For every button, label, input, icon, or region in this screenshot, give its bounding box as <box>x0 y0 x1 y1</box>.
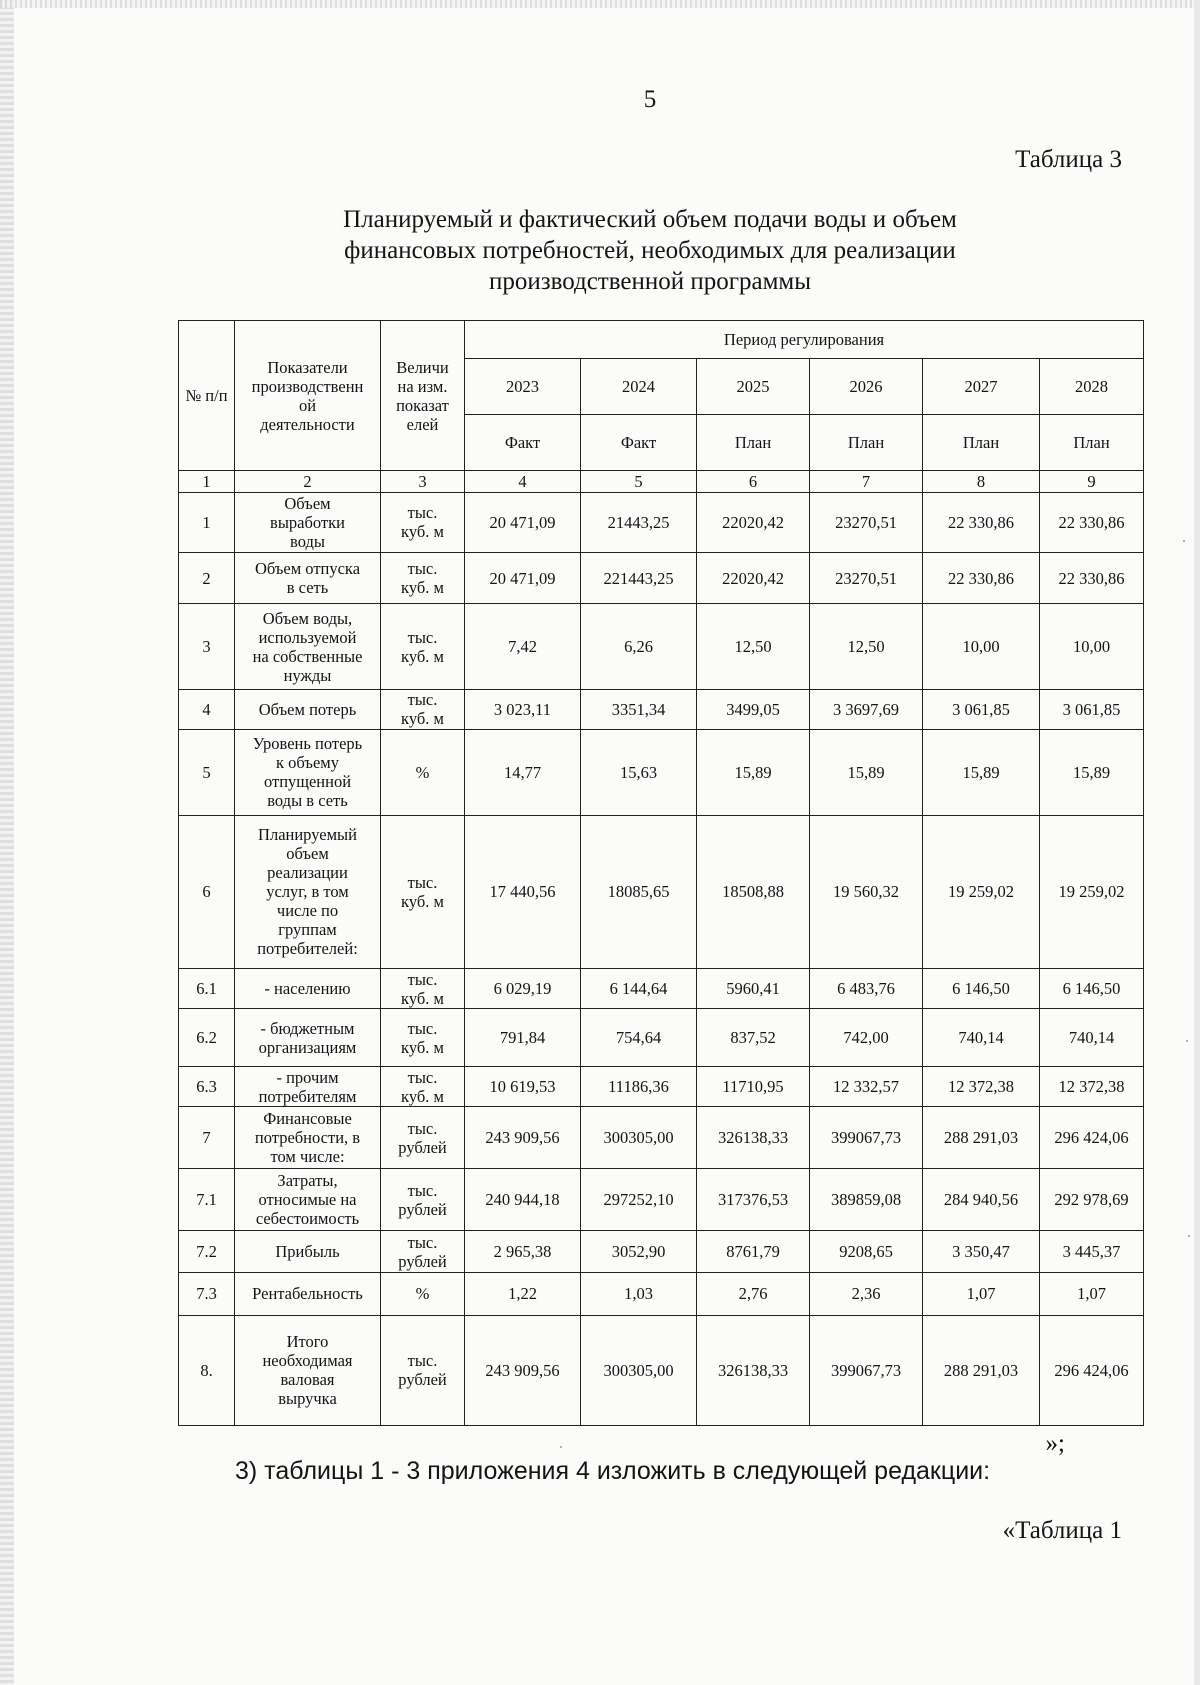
unit <box>381 1315 465 1425</box>
unit-line: тыс. <box>407 690 438 710</box>
indicator-name-line: на собственные <box>252 646 363 666</box>
closing-quote: »; <box>1045 1430 1065 1457</box>
value-cell: 754,64 <box>581 1009 697 1067</box>
value-cell: 19 259,02 <box>1040 815 1144 969</box>
unit-line: куб. м <box>401 1037 444 1057</box>
value-cell: 740,14 <box>1040 1009 1144 1067</box>
indicator-name-line: группам <box>278 920 337 940</box>
value-cell: 22020,42 <box>697 493 810 553</box>
unit <box>381 969 465 1009</box>
indicator-name-line: Прибыль <box>275 1242 340 1262</box>
indicator-name-line: Затраты, <box>277 1171 338 1191</box>
unit-line: % <box>415 1284 430 1304</box>
indicator-name <box>235 689 381 729</box>
indicator-name-line: объем <box>286 844 329 864</box>
indicator-name-line: валовая <box>280 1370 335 1390</box>
unit-line: тыс. <box>407 872 438 892</box>
header-kind: План <box>923 415 1040 471</box>
unit-line: тыс. <box>407 1118 438 1138</box>
unit-line: куб. м <box>401 891 444 911</box>
row-number: 1 <box>179 493 235 553</box>
title-line: финансовых потребностей, необходимых для реализации <box>344 237 956 264</box>
row-number: 7.3 <box>179 1273 235 1315</box>
header-kind: План <box>810 415 923 471</box>
value-cell: 1,07 <box>1040 1273 1144 1315</box>
indicator-name-line: к объему <box>276 753 339 773</box>
indicator-name-line: - прочим <box>276 1067 339 1087</box>
table-row <box>179 1067 1144 1107</box>
value-cell: 17 440,56 <box>465 815 581 969</box>
header-year: 2028 <box>1040 359 1144 415</box>
row-number: 7 <box>179 1107 235 1169</box>
header-indicator-line: Показатели <box>267 357 348 377</box>
column-number: 9 <box>1040 471 1144 493</box>
column-number: 2 <box>235 471 381 493</box>
unit-line: рублей <box>398 1251 447 1271</box>
value-cell: 837,52 <box>697 1009 810 1067</box>
header-year: 2026 <box>810 359 923 415</box>
row-number: 6 <box>179 815 235 969</box>
value-cell: 300305,00 <box>581 1315 697 1425</box>
indicator-name <box>235 1067 381 1107</box>
column-number: 3 <box>381 471 465 493</box>
scan-speck <box>1188 1235 1190 1237</box>
header-kind: План <box>697 415 810 471</box>
value-cell: 23270,51 <box>810 552 923 604</box>
unit <box>381 1169 465 1231</box>
scan-edge-right <box>1194 0 1200 1685</box>
indicator-name-line: используемой <box>258 627 357 647</box>
indicator-name-line: потребителям <box>258 1086 357 1106</box>
indicator-name-line: потребности, в <box>254 1128 361 1148</box>
value-cell: 288 291,03 <box>923 1107 1040 1169</box>
unit <box>381 815 465 969</box>
value-cell: 3499,05 <box>697 689 810 729</box>
row-number: 6.3 <box>179 1067 235 1107</box>
value-cell: 6,26 <box>581 604 697 690</box>
production-program-table <box>178 320 1144 1426</box>
value-cell: 22 330,86 <box>923 552 1040 604</box>
indicator-name-line: потребителей: <box>257 939 358 959</box>
value-cell: 3052,90 <box>581 1231 697 1273</box>
value-cell: 2,36 <box>810 1273 923 1315</box>
value-cell: 742,00 <box>810 1009 923 1067</box>
value-cell: 7,42 <box>465 604 581 690</box>
value-cell: 9208,65 <box>810 1231 923 1273</box>
value-cell: 12 332,57 <box>810 1067 923 1107</box>
value-cell: 326138,33 <box>697 1107 810 1169</box>
indicator-name-line: Рентабельность <box>252 1284 363 1304</box>
header-num: № п/п <box>179 321 235 471</box>
row-number: 4 <box>179 689 235 729</box>
table-row <box>179 1273 1144 1315</box>
value-cell: 3 445,37 <box>1040 1231 1144 1273</box>
value-cell: 10,00 <box>923 604 1040 690</box>
table-row <box>179 552 1144 604</box>
unit-line: тыс. <box>407 1018 438 1038</box>
value-cell: 22 330,86 <box>923 493 1040 553</box>
value-cell: 3 350,47 <box>923 1231 1040 1273</box>
header-indicator-line: ой <box>298 395 317 415</box>
value-cell: 6 146,50 <box>923 969 1040 1009</box>
header-unit-line: показат <box>396 395 449 415</box>
value-cell: 3 3697,69 <box>810 689 923 729</box>
row-number: 7.1 <box>179 1169 235 1231</box>
page-number: 5 <box>643 86 657 113</box>
value-cell: 18508,88 <box>697 815 810 969</box>
header-unit <box>381 321 465 471</box>
unit <box>381 552 465 604</box>
header-year: 2023 <box>465 359 581 415</box>
column-number: 7 <box>810 471 923 493</box>
value-cell: 326138,33 <box>697 1315 810 1425</box>
value-cell: 1,22 <box>465 1273 581 1315</box>
indicator-name-line: - бюджетным <box>260 1018 355 1038</box>
row-number: 3 <box>179 604 235 690</box>
indicator-name-line: Планируемый <box>258 825 357 845</box>
indicator-name-line: выработки <box>270 512 345 532</box>
indicator-name-line: услуг, в том <box>266 882 349 902</box>
indicator-name-line: воды <box>290 531 325 551</box>
value-cell: 21443,25 <box>581 493 697 553</box>
value-cell: 5960,41 <box>697 969 810 1009</box>
value-cell: 19 259,02 <box>923 815 1040 969</box>
unit <box>381 1009 465 1067</box>
unit <box>381 493 465 553</box>
value-cell: 10,00 <box>1040 604 1144 690</box>
value-cell: 22 330,86 <box>1040 552 1144 604</box>
value-cell: 3 061,85 <box>1040 689 1144 729</box>
indicator-name-line: необходимая <box>262 1351 353 1371</box>
unit-line: % <box>415 762 430 782</box>
value-cell: 240 944,18 <box>465 1169 581 1231</box>
table-row <box>179 1169 1144 1231</box>
indicator-name-line: Объем потерь <box>258 699 357 719</box>
value-cell: 3 023,11 <box>465 689 581 729</box>
value-cell: 740,14 <box>923 1009 1040 1067</box>
value-cell: 317376,53 <box>697 1169 810 1231</box>
table-body <box>179 493 1144 1426</box>
indicator-name-line: в сеть <box>286 578 329 598</box>
header-unit-line: Величи <box>396 357 449 377</box>
value-cell: 20 471,09 <box>465 552 581 604</box>
value-cell: 12 372,38 <box>923 1067 1040 1107</box>
value-cell: 23270,51 <box>810 493 923 553</box>
indicator-name-line: числе по <box>276 901 339 921</box>
unit-line: куб. м <box>401 646 444 666</box>
indicator-name <box>235 815 381 969</box>
table-label: Таблица 3 <box>1015 146 1122 173</box>
value-cell: 1,07 <box>923 1273 1040 1315</box>
table-row <box>179 815 1144 969</box>
indicator-name-line: относимые на <box>258 1190 357 1210</box>
value-cell: 18085,65 <box>581 815 697 969</box>
header-unit-line: на изм. <box>397 376 448 396</box>
value-cell: 399067,73 <box>810 1107 923 1169</box>
unit <box>381 604 465 690</box>
table-row <box>179 689 1144 729</box>
value-cell: 791,84 <box>465 1009 581 1067</box>
next-table-label: «Таблица 1 <box>1002 1517 1122 1544</box>
value-cell: 1,03 <box>581 1273 697 1315</box>
table-header <box>179 321 1144 493</box>
column-numbers-row <box>179 471 1144 493</box>
document-title <box>250 204 1050 297</box>
indicator-name-line: Итого <box>286 1332 329 1352</box>
unit-line: куб. м <box>401 1086 444 1106</box>
unit-line: тыс. <box>407 1180 438 1200</box>
value-cell: 11710,95 <box>697 1067 810 1107</box>
value-cell: 221443,25 <box>581 552 697 604</box>
unit-line: куб. м <box>401 709 444 729</box>
column-number: 5 <box>581 471 697 493</box>
indicator-name-line: воды в сеть <box>267 791 348 811</box>
row-number: 8. <box>179 1315 235 1425</box>
column-number: 6 <box>697 471 810 493</box>
unit-line: тыс. <box>407 559 438 579</box>
unit <box>381 1107 465 1169</box>
value-cell: 3351,34 <box>581 689 697 729</box>
indicator-name <box>235 1231 381 1273</box>
value-cell: 6 483,76 <box>810 969 923 1009</box>
indicator-name-line: нужды <box>283 665 332 685</box>
value-cell: 6 144,64 <box>581 969 697 1009</box>
unit-line: куб. м <box>401 522 444 542</box>
value-cell: 389859,08 <box>810 1169 923 1231</box>
value-cell: 22020,42 <box>697 552 810 604</box>
column-number: 1 <box>179 471 235 493</box>
scan-speck <box>560 1446 562 1448</box>
value-cell: 15,89 <box>697 730 810 816</box>
unit-line: тыс. <box>407 627 438 647</box>
indicator-name <box>235 1169 381 1231</box>
unit-line: тыс. <box>407 1067 438 1087</box>
unit-line: тыс. <box>407 969 438 989</box>
header-indicator-line: деятельности <box>260 414 355 434</box>
indicator-name-line: выручка <box>278 1389 337 1409</box>
value-cell: 243 909,56 <box>465 1107 581 1169</box>
unit-line: тыс. <box>407 1351 438 1371</box>
table-row <box>179 493 1144 553</box>
indicator-name-line: Уровень потерь <box>252 734 363 754</box>
scan-speck <box>1186 1040 1188 1042</box>
scan-speck <box>1183 540 1185 542</box>
row-number: 5 <box>179 730 235 816</box>
indicator-name <box>235 604 381 690</box>
table-row <box>179 604 1144 690</box>
title-line: Планируемый и фактический объем подачи воды и объем <box>343 206 957 233</box>
unit-line: тыс. <box>407 1232 438 1252</box>
indicator-name <box>235 493 381 553</box>
indicator-name <box>235 1107 381 1169</box>
title-line: производственной программы <box>488 268 812 295</box>
indicator-name-line: Финансовые <box>263 1109 352 1129</box>
value-cell: 12,50 <box>810 604 923 690</box>
value-cell: 284 940,56 <box>923 1169 1040 1231</box>
header-period: Период регулирования <box>465 321 1144 359</box>
table-row <box>179 730 1144 816</box>
indicator-name <box>235 1315 381 1425</box>
indicator-name-line: себестоимость <box>255 1209 360 1229</box>
value-cell: 399067,73 <box>810 1315 923 1425</box>
value-cell: 6 029,19 <box>465 969 581 1009</box>
value-cell: 8761,79 <box>697 1231 810 1273</box>
header-year: 2027 <box>923 359 1040 415</box>
row-number: 2 <box>179 552 235 604</box>
value-cell: 12,50 <box>697 604 810 690</box>
header-year: 2024 <box>581 359 697 415</box>
indicator-name-line: отпущенной <box>263 772 352 792</box>
amendment-text: 3) таблицы 1 - 3 приложения 4 изложить в следующей редакции: <box>235 1457 991 1485</box>
column-number: 8 <box>923 471 1040 493</box>
indicator-name <box>235 1273 381 1315</box>
unit <box>381 1273 465 1315</box>
table-row <box>179 969 1144 1009</box>
unit-line: рублей <box>398 1370 447 1390</box>
indicator-name-line: том числе: <box>270 1147 345 1167</box>
unit-line: куб. м <box>401 988 444 1008</box>
header-kind: Факт <box>465 415 581 471</box>
value-cell: 6 146,50 <box>1040 969 1144 1009</box>
indicator-name-line: Объем <box>284 493 331 513</box>
header-indicator-line: производственн <box>251 376 364 396</box>
indicator-name <box>235 730 381 816</box>
indicator-name <box>235 969 381 1009</box>
value-cell: 15,89 <box>810 730 923 816</box>
unit <box>381 730 465 816</box>
value-cell: 292 978,69 <box>1040 1169 1144 1231</box>
unit <box>381 689 465 729</box>
row-number: 6.1 <box>179 969 235 1009</box>
value-cell: 14,77 <box>465 730 581 816</box>
value-cell: 11186,36 <box>581 1067 697 1107</box>
row-number: 7.2 <box>179 1231 235 1273</box>
value-cell: 15,89 <box>923 730 1040 816</box>
column-number: 4 <box>465 471 581 493</box>
table-row <box>179 1009 1144 1067</box>
value-cell: 243 909,56 <box>465 1315 581 1425</box>
value-cell: 296 424,06 <box>1040 1107 1144 1169</box>
unit-line: рублей <box>398 1137 447 1157</box>
header-kind: План <box>1040 415 1144 471</box>
table-row <box>179 1107 1144 1169</box>
value-cell: 288 291,03 <box>923 1315 1040 1425</box>
value-cell: 296 424,06 <box>1040 1315 1144 1425</box>
value-cell: 3 061,85 <box>923 689 1040 729</box>
unit-line: тыс. <box>407 503 438 523</box>
unit <box>381 1067 465 1107</box>
value-cell: 12 372,38 <box>1040 1067 1144 1107</box>
indicator-name-line: реализации <box>267 863 348 883</box>
indicator-name <box>235 552 381 604</box>
value-cell: 10 619,53 <box>465 1067 581 1107</box>
indicator-name <box>235 1009 381 1067</box>
indicator-name-line: Объем воды, <box>262 608 353 628</box>
unit-line: рублей <box>398 1199 447 1219</box>
header-unit-line: елей <box>406 414 439 434</box>
value-cell: 20 471,09 <box>465 493 581 553</box>
unit <box>381 1231 465 1273</box>
indicator-name-line: - населению <box>264 979 351 999</box>
header-kind: Факт <box>581 415 697 471</box>
value-cell: 22 330,86 <box>1040 493 1144 553</box>
value-cell: 2,76 <box>697 1273 810 1315</box>
value-cell: 297252,10 <box>581 1169 697 1231</box>
table-row <box>179 1315 1144 1425</box>
row-number: 6.2 <box>179 1009 235 1067</box>
header-year: 2025 <box>697 359 810 415</box>
unit-line: куб. м <box>401 578 444 598</box>
value-cell: 15,89 <box>1040 730 1144 816</box>
value-cell: 15,63 <box>581 730 697 816</box>
indicator-name-line: Объем отпуска <box>254 559 361 579</box>
table-row <box>179 1231 1144 1273</box>
value-cell: 19 560,32 <box>810 815 923 969</box>
value-cell: 2 965,38 <box>465 1231 581 1273</box>
header-indicator <box>235 321 381 471</box>
value-cell: 300305,00 <box>581 1107 697 1169</box>
scan-edge-top <box>0 0 1200 8</box>
indicator-name-line: организациям <box>258 1037 357 1057</box>
scan-edge-left <box>0 0 14 1685</box>
